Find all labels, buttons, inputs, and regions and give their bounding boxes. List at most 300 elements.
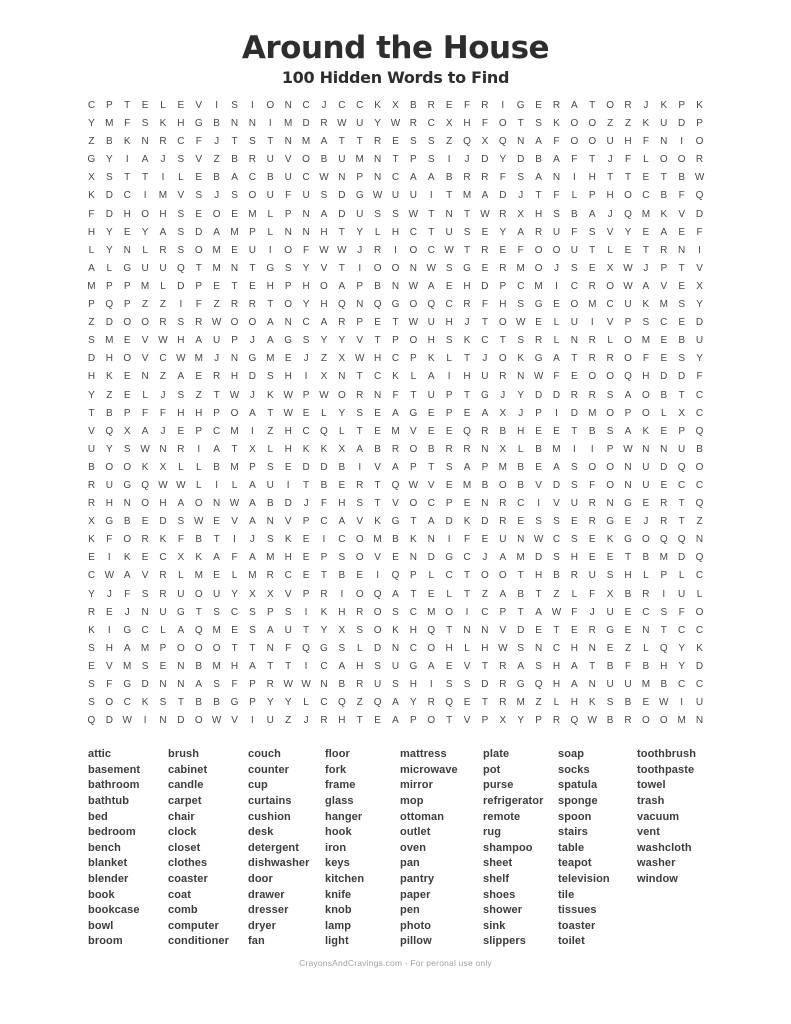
word-item: vacuum — [637, 810, 680, 823]
grid-letter: O — [642, 389, 650, 401]
grid-letter: E — [374, 407, 381, 419]
grid-letter: Y — [88, 588, 95, 600]
grid-row — [83, 133, 709, 151]
grid-letter: U — [642, 461, 650, 473]
grid-letter: T — [356, 715, 363, 727]
grid-letter: G — [606, 624, 614, 636]
grid-letter: E — [427, 425, 435, 437]
grid-letter: W — [354, 353, 365, 365]
grid-letter: C — [445, 299, 453, 311]
grid-letter: W — [319, 244, 329, 256]
grid-letter: A — [410, 172, 417, 184]
grid-letter: I — [304, 606, 308, 618]
grid-letter: M — [516, 552, 525, 564]
grid-letter: K — [517, 353, 525, 365]
grid-letter: H — [266, 280, 274, 292]
grid-letter: R — [695, 154, 704, 166]
word-item: frame — [325, 779, 356, 792]
word-item: clock — [168, 826, 197, 839]
grid-letter: S — [356, 407, 364, 419]
grid-letter: K — [463, 516, 471, 528]
grid-letter: J — [249, 534, 255, 546]
grid-letter: O — [248, 317, 257, 329]
grid-letter: P — [266, 606, 274, 618]
word-column — [325, 747, 400, 950]
grid-letter: U — [356, 118, 364, 130]
grid-letter: O — [409, 244, 418, 256]
grid-letter: E — [123, 371, 131, 383]
grid-row — [83, 531, 709, 549]
grid-letter: O — [266, 100, 275, 111]
grid-letter: Y — [320, 624, 328, 636]
grid-letter: M — [659, 552, 668, 564]
grid-letter: Q — [337, 697, 346, 709]
grid-letter: O — [481, 570, 489, 582]
grid-letter: R — [660, 244, 668, 256]
word-item: spoon — [558, 810, 592, 823]
word-item: kitchen — [325, 873, 365, 886]
grid-letter: Z — [285, 715, 292, 727]
grid-letter: Y — [678, 660, 685, 672]
grid-letter: E — [588, 262, 596, 274]
grid-letter: P — [445, 498, 453, 510]
grid-letter: S — [535, 660, 542, 672]
grid-letter: P — [356, 317, 364, 329]
word-item: keys — [325, 857, 350, 870]
grid-letter: U — [624, 299, 632, 311]
grid-letter: N — [481, 443, 489, 455]
grid-letter: S — [177, 389, 185, 401]
grid-letter: Z — [213, 154, 220, 166]
grid-letter: B — [392, 534, 399, 546]
grid-letter: W — [372, 190, 383, 202]
grid-letter: N — [302, 208, 310, 220]
grid-row — [83, 332, 709, 350]
word-item: pantry — [400, 873, 435, 886]
word-item: coat — [168, 888, 192, 901]
grid-letter: Q — [337, 299, 346, 311]
grid-letter: R — [499, 516, 507, 528]
grid-letter: R — [409, 118, 417, 130]
grid-letter: W — [283, 679, 293, 690]
grid-letter: P — [624, 407, 632, 419]
grid-letter: T — [463, 570, 471, 582]
grid-letter: K — [588, 697, 596, 709]
grid-letter: U — [606, 606, 614, 618]
grid-letter: G — [355, 190, 364, 202]
grid-letter: I — [429, 679, 433, 690]
grid-letter: C — [606, 299, 614, 311]
grid-letter: D — [570, 407, 578, 419]
grid-letter: H — [177, 118, 185, 130]
grid-letter: F — [106, 534, 113, 546]
grid-letter: L — [446, 353, 452, 365]
grid-letter: D — [302, 461, 310, 473]
word-item: curtains — [248, 795, 292, 808]
grid-letter: D — [552, 479, 561, 491]
grid-letter: N — [660, 136, 668, 148]
word-item: desk — [248, 826, 274, 839]
grid-letter: S — [141, 118, 149, 130]
grid-letter: F — [624, 660, 632, 672]
grid-letter: S — [445, 335, 453, 347]
grid-letter: R — [499, 262, 507, 274]
grid-letter: S — [553, 516, 560, 528]
grid-letter: U — [284, 172, 292, 184]
grid-letter: O — [695, 461, 704, 473]
word-item: towel — [637, 779, 666, 792]
grid-letter: O — [194, 588, 203, 600]
grid-letter: C — [570, 280, 578, 292]
grid-letter: S — [249, 136, 256, 148]
grid-letter: N — [123, 498, 131, 510]
word-column — [558, 747, 637, 950]
grid-letter: F — [571, 606, 578, 618]
grid-letter: T — [213, 534, 220, 546]
grid-letter: S — [445, 461, 453, 473]
grid-letter: A — [177, 498, 185, 510]
word-item: knob — [325, 904, 352, 917]
grid-letter: I — [376, 570, 379, 582]
grid-letter: W — [319, 172, 329, 184]
grid-letter: S — [338, 642, 346, 654]
grid-letter: S — [123, 443, 131, 455]
grid-letter: B — [374, 443, 381, 455]
grid-letter: G — [105, 516, 114, 528]
grid-letter: H — [534, 208, 543, 220]
grid-letter: G — [624, 534, 632, 546]
grid-letter: K — [320, 443, 328, 455]
grid-letter: B — [105, 407, 113, 419]
word-item: washer — [637, 857, 676, 870]
grid-letter: G — [284, 335, 293, 347]
grid-letter: K — [410, 534, 417, 546]
word-item: knife — [325, 888, 352, 901]
grid-letter: I — [233, 534, 236, 546]
word-search-grid — [83, 97, 709, 730]
grid-letter: U — [552, 226, 561, 238]
grid-letter: N — [427, 534, 435, 546]
grid-letter: P — [410, 570, 417, 582]
grid-letter: P — [195, 280, 203, 292]
grid-letter: F — [320, 498, 327, 510]
grid-letter: P — [588, 190, 596, 202]
grid-letter: D — [534, 389, 543, 401]
grid-letter: U — [570, 317, 578, 329]
word-item: floor — [325, 748, 350, 761]
grid-letter: O — [606, 280, 614, 292]
grid-letter: Y — [410, 697, 417, 709]
grid-letter: U — [570, 244, 578, 256]
grid-letter: B — [517, 461, 525, 473]
grid-letter: N — [624, 479, 632, 491]
word-item: hook — [325, 826, 352, 839]
grid-letter: U — [266, 154, 274, 166]
grid-letter: A — [231, 172, 238, 184]
grid-letter: R — [320, 588, 328, 600]
grid-letter: T — [481, 317, 488, 329]
grid-letter: K — [374, 516, 381, 528]
grid-letter: T — [446, 715, 453, 727]
word-item: washcloth — [637, 841, 692, 854]
grid-letter: Y — [517, 389, 525, 401]
grid-letter: N — [695, 534, 704, 546]
grid-letter: D — [678, 371, 686, 383]
grid-letter: H — [570, 642, 578, 654]
grid-letter: P — [123, 299, 131, 311]
grid-letter: Q — [624, 371, 632, 383]
grid-letter: A — [177, 624, 185, 636]
grid-letter: M — [516, 262, 525, 274]
grid-letter: T — [338, 226, 345, 238]
grid-letter: C — [338, 534, 346, 546]
grid-letter: I — [394, 244, 397, 256]
grid-letter: U — [624, 679, 632, 690]
grid-letter: W — [623, 443, 633, 455]
grid-letter: A — [249, 498, 256, 510]
word-item: microwave — [400, 763, 458, 776]
grid-letter: Z — [88, 136, 95, 148]
grid-letter: S — [606, 389, 614, 401]
grid-letter: S — [660, 606, 668, 618]
grid-letter: O — [355, 552, 364, 564]
grid-letter: D — [248, 371, 257, 383]
grid-row — [83, 676, 709, 694]
grid-letter: T — [499, 335, 506, 347]
grid-letter: D — [320, 461, 328, 473]
grid-letter: S — [553, 208, 560, 220]
grid-letter: M — [516, 697, 525, 709]
grid-letter: U — [660, 118, 668, 130]
grid-letter: S — [231, 100, 238, 111]
grid-letter: U — [588, 570, 596, 582]
grid-letter: T — [571, 425, 578, 437]
grid-letter: F — [517, 244, 524, 256]
grid-letter: J — [500, 389, 506, 401]
grid-letter: X — [606, 262, 614, 274]
grid-letter: F — [159, 407, 167, 419]
grid-letter: F — [285, 190, 292, 202]
word-item: lamp — [325, 919, 352, 932]
grid-letter: N — [302, 226, 310, 238]
grid-letter: I — [429, 190, 433, 202]
grid-letter: B — [553, 570, 560, 582]
grid-letter: V — [410, 425, 417, 437]
grid-letter: S — [141, 588, 149, 600]
grid-letter: X — [481, 136, 489, 148]
grid-letter: R — [570, 389, 578, 401]
grid-letter: A — [338, 280, 346, 292]
grid-letter: H — [588, 172, 596, 184]
grid-letter: B — [678, 335, 685, 347]
grid-row — [83, 604, 709, 622]
grid-letter: O — [642, 407, 650, 419]
grid-letter: B — [195, 697, 203, 709]
grid-letter: I — [125, 154, 129, 166]
grid-letter: T — [249, 262, 256, 274]
grid-letter: V — [427, 479, 435, 491]
grid-letter: T — [267, 136, 274, 148]
grid-letter: P — [410, 154, 417, 166]
grid-letter: R — [499, 660, 507, 672]
grid-letter: T — [589, 244, 596, 256]
word-item: clothes — [168, 857, 208, 870]
grid-letter: W — [283, 389, 293, 401]
grid-letter: G — [516, 679, 525, 690]
grid-letter: T — [124, 100, 131, 111]
grid-letter: S — [266, 371, 274, 383]
grid-letter: R — [481, 100, 489, 111]
grid-letter: F — [195, 136, 202, 148]
word-item: mirror — [400, 779, 433, 792]
grid-letter: Q — [105, 425, 114, 437]
grid-letter: J — [482, 552, 488, 564]
grid-letter: T — [338, 262, 345, 274]
word-item: counter — [248, 763, 290, 776]
word-item: table — [558, 841, 585, 854]
grid-letter: I — [286, 479, 290, 491]
grid-letter: E — [302, 552, 310, 564]
grid-letter: R — [373, 244, 382, 256]
grid-letter: T — [624, 552, 632, 564]
grid-letter: H — [552, 679, 561, 690]
grid-letter: B — [320, 154, 328, 166]
grid-letter: X — [123, 425, 131, 437]
grid-letter: T — [356, 371, 363, 383]
grid-letter: I — [107, 552, 111, 564]
word-item: fork — [325, 763, 347, 776]
grid-letter: R — [499, 208, 507, 220]
grid-letter: E — [571, 624, 578, 636]
grid-letter: R — [320, 715, 328, 727]
grid-letter: R — [481, 172, 489, 184]
grid-letter: S — [463, 226, 471, 238]
footer-credit: CrayonsAndCravings.com - For peronal use only — [299, 958, 492, 968]
grid-letter: H — [177, 407, 185, 419]
word-item: cabinet — [168, 763, 208, 776]
grid-row — [83, 260, 709, 278]
grid-letter: N — [373, 389, 382, 401]
grid-letter: I — [161, 172, 165, 184]
grid-letter: N — [141, 606, 149, 618]
grid-letter: V — [356, 516, 364, 528]
grid-letter: S — [284, 262, 292, 274]
grid-letter: M — [588, 407, 597, 419]
grid-letter: S — [427, 136, 435, 148]
grid-letter: X — [338, 624, 346, 636]
grid-letter: O — [588, 461, 597, 473]
grid-letter: L — [410, 371, 417, 383]
grid-letter: F — [499, 172, 506, 184]
word-item: pillow — [400, 935, 432, 948]
grid-letter: O — [373, 262, 382, 274]
grid-letter: Q — [570, 715, 579, 727]
grid-letter: M — [158, 190, 168, 202]
grid-letter: Q — [463, 425, 471, 437]
grid-letter: X — [249, 443, 256, 455]
grid-letter: M — [140, 280, 150, 292]
grid-letter: S — [266, 461, 274, 473]
grid-letter: H — [284, 552, 292, 564]
grid-letter: V — [374, 461, 381, 473]
word-column — [88, 747, 168, 950]
grid-letter: G — [481, 389, 489, 401]
grid-letter: T — [356, 425, 363, 437]
grid-letter: L — [607, 335, 613, 347]
grid-letter: B — [660, 190, 668, 202]
grid-letter: B — [427, 443, 435, 455]
grid-letter: H — [356, 660, 364, 672]
grid-letter: L — [142, 389, 148, 401]
grid-letter: B — [320, 479, 328, 491]
grid-letter: E — [553, 425, 560, 437]
grid-letter: D — [481, 516, 489, 528]
grid-letter: L — [231, 479, 238, 491]
grid-letter: O — [642, 715, 650, 727]
grid-letter: R — [356, 679, 364, 690]
grid-letter: Y — [231, 588, 238, 600]
grid-letter: L — [356, 642, 363, 654]
grid-letter: K — [123, 136, 131, 148]
grid-letter: M — [105, 335, 114, 347]
grid-letter: O — [498, 570, 507, 582]
grid-letter: O — [302, 154, 310, 166]
grid-letter: K — [159, 118, 167, 130]
grid-letter: J — [553, 262, 559, 274]
grid-letter: V — [141, 570, 149, 582]
grid-letter: N — [356, 299, 364, 311]
grid-letter: S — [517, 172, 525, 184]
grid-letter: N — [159, 715, 167, 727]
grid-letter: A — [392, 588, 399, 600]
grid-letter: H — [230, 660, 239, 672]
grid-letter: A — [499, 552, 507, 564]
grid-letter: C — [409, 606, 417, 618]
grid-letter: H — [552, 660, 561, 672]
grid-letter: C — [481, 335, 489, 347]
grid-letter: V — [535, 479, 542, 491]
grid-letter: E — [392, 552, 399, 564]
grid-letter: M — [641, 208, 651, 220]
grid-letter: R — [481, 244, 489, 256]
grid-letter: W — [533, 371, 544, 383]
grid-letter: W — [211, 715, 222, 727]
grid-letter: K — [284, 534, 292, 546]
grid-letter: H — [463, 371, 471, 383]
word-item: drawer — [248, 888, 285, 901]
grid-letter: W — [140, 443, 150, 455]
grid-letter: W — [122, 715, 132, 727]
word-item: pot — [483, 763, 501, 776]
grid-letter: M — [212, 244, 221, 256]
grid-letter: M — [588, 299, 597, 311]
grid-letter: E — [660, 425, 668, 437]
grid-letter: A — [535, 136, 542, 148]
grid-letter: H — [338, 715, 346, 727]
grid-letter: A — [535, 172, 542, 184]
grid-letter: K — [195, 552, 203, 564]
grid-letter: S — [231, 190, 238, 202]
grid-letter: W — [104, 570, 115, 582]
grid-letter: W — [337, 118, 347, 130]
grid-letter: M — [498, 461, 507, 473]
grid-letter: A — [249, 552, 256, 564]
grid-letter: M — [248, 570, 257, 582]
grid-letter: J — [160, 389, 166, 401]
grid-letter: X — [517, 208, 525, 220]
grid-letter: O — [606, 479, 614, 491]
grid-letter: H — [87, 226, 96, 238]
